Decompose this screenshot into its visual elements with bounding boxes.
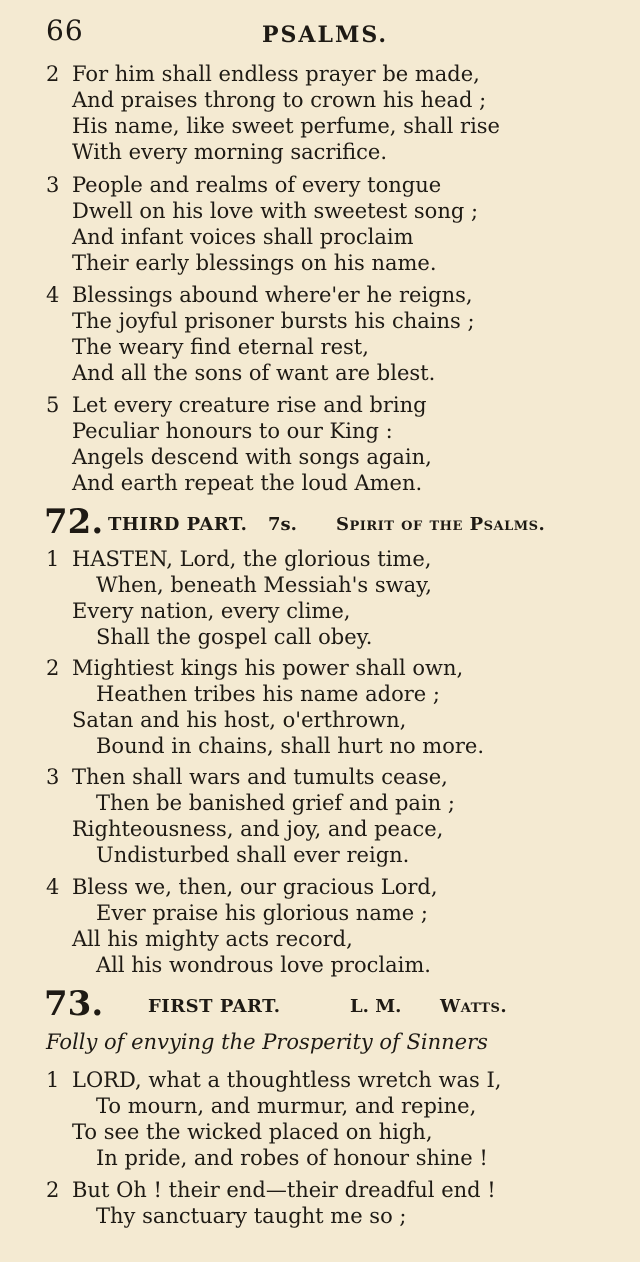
- stanza-number: 5: [46, 393, 60, 417]
- verse-line: Ever praise his glorious name ;: [96, 901, 428, 925]
- verse-line: But Oh ! their end—their dreadful end !: [72, 1178, 496, 1202]
- hymn-heading: [0, 502, 640, 546]
- verse-line: Every nation, every clime,: [72, 599, 351, 623]
- hymn-number: 72.: [44, 502, 104, 542]
- hymn-subtitle: Folly of envying the Prosperity of Sinners: [46, 1030, 488, 1054]
- verse-line: To see the wicked placed on high,: [72, 1120, 433, 1144]
- verse-line: Angels descend with songs again,: [72, 445, 432, 469]
- verse-line: And all the sons of want are blest.: [72, 361, 436, 385]
- hymn-source: Spirit of the Psalms.: [336, 514, 546, 535]
- verse-line: When, beneath Messiah's sway,: [96, 573, 432, 597]
- verse-line: Dwell on his love with sweetest song ;: [72, 199, 479, 223]
- hymn-meter: 7s.: [268, 514, 297, 535]
- verse-line: All his mighty acts record,: [72, 927, 353, 951]
- verse-line: Then be banished grief and pain ;: [96, 791, 455, 815]
- hymn-number: 73.: [44, 984, 104, 1024]
- verse-line: In pride, and robes of honour shine !: [96, 1146, 488, 1170]
- stanza-number: 2: [46, 656, 60, 680]
- verse-line: People and realms of every tongue: [72, 173, 442, 197]
- verse-line: Their early blessings on his name.: [72, 251, 437, 275]
- verse-line: Satan and his host, o'erthrown,: [72, 708, 407, 732]
- stanza-number: 3: [46, 765, 60, 789]
- verse-line: The joyful prisoner bursts his chains ;: [72, 309, 475, 333]
- hymn-part: THIRD PART.: [108, 514, 248, 535]
- stanza-number: 4: [46, 283, 60, 307]
- verse-line: Thy sanctuary taught me so ;: [96, 1204, 407, 1228]
- verse-line: For him shall endless prayer be made,: [72, 62, 480, 86]
- stanza-number: 2: [46, 1178, 60, 1202]
- verse-line: Bound in chains, shall hurt no more.: [96, 734, 485, 758]
- verse-line: Blessings abound where'er he reigns,: [72, 283, 473, 307]
- verse-line: Let every creature rise and bring: [72, 393, 427, 417]
- hymn-meter: L. M.: [350, 996, 402, 1017]
- verse-line: Peculiar honours to our King :: [72, 419, 393, 443]
- page-header: [0, 14, 640, 54]
- stanza-number: 3: [46, 173, 60, 197]
- verse-line: LORD, what a thoughtless wretch was I,: [72, 1068, 502, 1092]
- verse-line: And infant voices shall proclaim: [72, 225, 414, 249]
- verse-line: HASTEN, Lord, the glorious time,: [72, 547, 432, 571]
- verse-line: All his wondrous love proclaim.: [96, 953, 431, 977]
- verse-line: His name, like sweet perfume, shall rise: [72, 114, 500, 138]
- running-title: PSALMS.: [262, 22, 389, 48]
- verse-line: To mourn, and murmur, and repine,: [96, 1094, 477, 1118]
- hymn-part: FIRST PART.: [148, 996, 281, 1017]
- stanza-number: 1: [46, 547, 60, 571]
- verse-line: Mightiest kings his power shall own,: [72, 656, 464, 680]
- verse-line: Undisturbed shall ever reign.: [96, 843, 410, 867]
- stanza-number: 4: [46, 875, 60, 899]
- page-number: 66: [46, 14, 84, 47]
- verse-line: Righteousness, and joy, and peace,: [72, 817, 444, 841]
- verse-line: With every morning sacrifice.: [72, 140, 388, 164]
- hymn-source: Watts.: [440, 996, 508, 1017]
- hymn-heading: [0, 984, 640, 1028]
- verse-line: Then shall wars and tumults cease,: [72, 765, 448, 789]
- verse-line: The weary find eternal rest,: [72, 335, 369, 359]
- stanza-number: 2: [46, 62, 60, 86]
- verse-line: Bless we, then, our gracious Lord,: [72, 875, 438, 899]
- verse-line: Heathen tribes his name adore ;: [96, 682, 440, 706]
- stanza-number: 1: [46, 1068, 60, 1092]
- verse-line: And praises throng to crown his head ;: [72, 88, 487, 112]
- verse-line: And earth repeat the loud Amen.: [72, 471, 423, 495]
- verse-line: Shall the gospel call obey.: [96, 625, 373, 649]
